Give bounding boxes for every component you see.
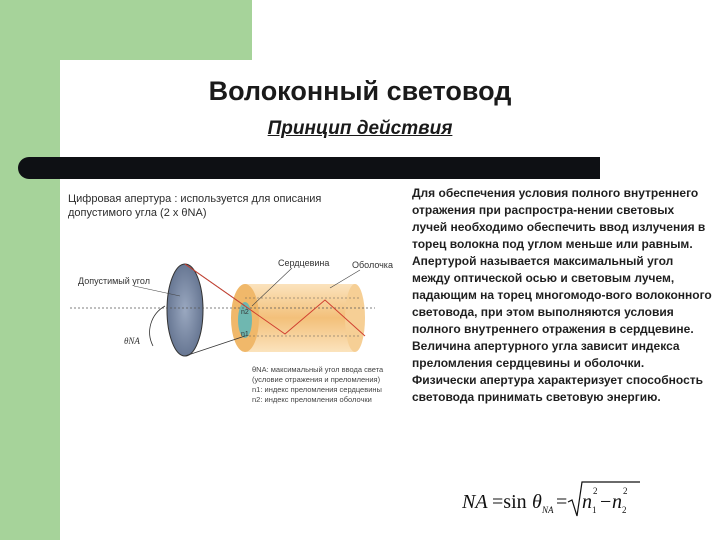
green-side-band	[0, 0, 60, 540]
formula-sup1: 2	[593, 486, 598, 496]
formula-n1: n	[582, 491, 592, 513]
acceptance-disc	[167, 264, 203, 356]
angle-arc	[150, 306, 165, 346]
legend-line-4: n2: индекс преломления оболочки	[252, 395, 372, 404]
figure-caption: Цифровая апертура : используется для описания допустимого угла (2 x θNA)	[68, 193, 322, 219]
formula-sub-na: NA	[542, 505, 554, 515]
formula-theta: θ	[532, 491, 542, 513]
fiber-diagram	[60, 186, 400, 416]
label-n2: n2	[241, 309, 249, 316]
formula-lhs: NA	[462, 491, 488, 513]
label-acceptance: Допустимый угол	[78, 276, 150, 286]
cladding-end	[345, 284, 365, 352]
label-cladding: Оболочка	[352, 260, 393, 270]
label-core: Сердцевина	[278, 258, 330, 268]
legend-line-2: (условие отражения и преломления)	[252, 375, 381, 384]
label-theta: θNA	[124, 336, 140, 346]
slide-title: Волоконный световод	[208, 76, 512, 106]
label-n1: n1	[241, 331, 249, 338]
slide-subtitle: Принцип действия	[267, 118, 453, 139]
diagram-svg	[60, 186, 400, 416]
formula-n2: n	[612, 491, 622, 513]
formula-sin: =sin	[492, 491, 527, 513]
formula-sup2: 2	[623, 486, 628, 496]
green-top-band	[0, 0, 252, 60]
legend-line-1: θNA: максимальный угол ввода света	[252, 365, 384, 374]
legend-line-3: n1: индекс преломления сердцевины	[252, 385, 382, 394]
formula-sub1: 1	[592, 505, 597, 515]
formula-minus: −	[600, 491, 612, 513]
formula-eq2: =	[556, 491, 568, 513]
divider-bar	[18, 157, 600, 179]
formula-sub2: 2	[622, 505, 627, 515]
na-formula	[462, 476, 642, 526]
explanation-text: Для обеспечения условия полного внутреннего отражения при распростра-нении световых лучей необходимо обеспечить ввод излучения в торец волокна под углом меньше или равным. Апертурой называется максимальный угол между оптической осью и световым лучем, падающим на торец многомодо-вого волоконного световода, при этом выполняются условия полного внутреннего отражения в сердцевине. Величина апертурного угла зависит индекса преломления сердцевины и оболочки. Физически апертура характеризует способность световода принимать световую энергию.	[412, 186, 712, 404]
